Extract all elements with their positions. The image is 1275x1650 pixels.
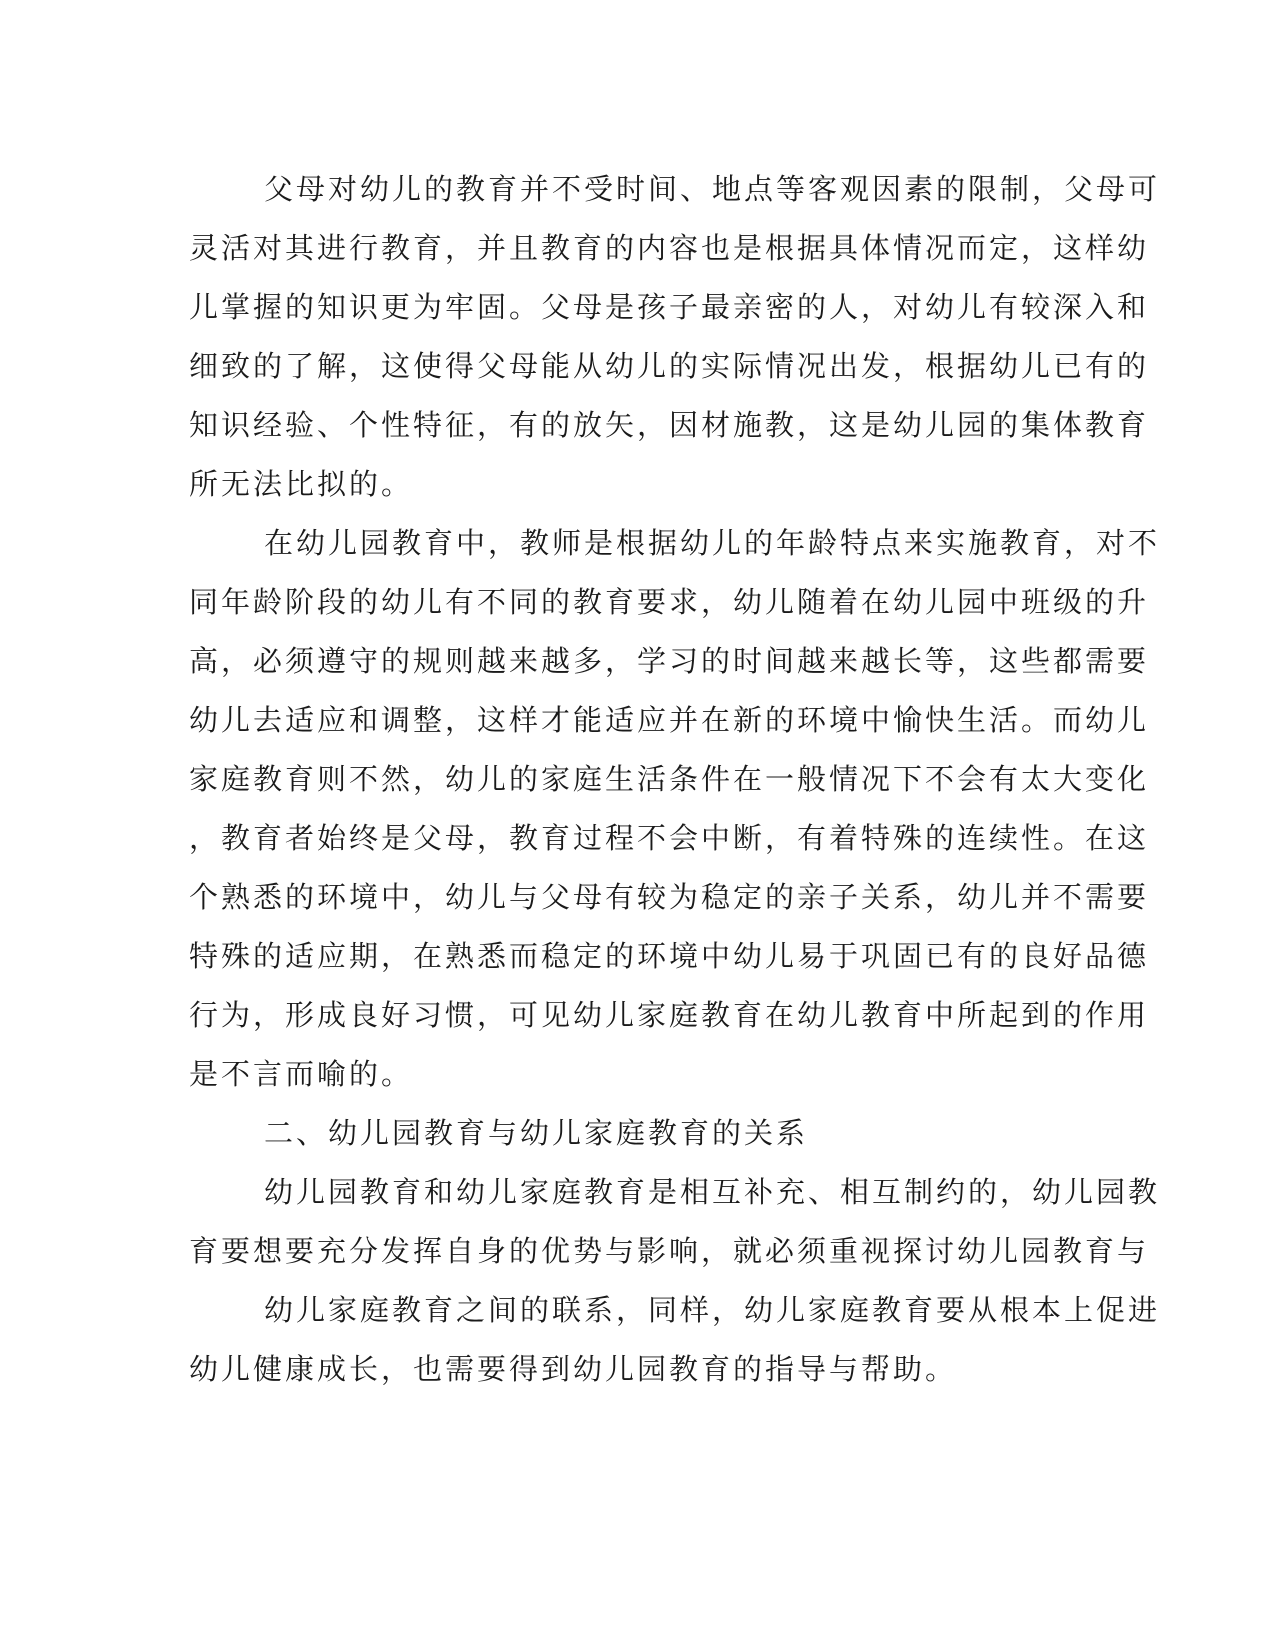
paragraph-2-line-10: 是不言而喻的。 <box>189 1057 414 1091</box>
paragraph-1-line-6: 所无法比拟的。 <box>189 467 414 501</box>
paragraph-2-line-2: 同年龄阶段的幼儿有不同的教育要求，幼儿随着在幼儿园中班级的升 <box>189 585 1150 619</box>
paragraph-2-line-6: ，教育者始终是父母，教育过程不会中断，有着特殊的连续性。在这 <box>189 821 1150 855</box>
section-heading: 二、幼儿园教育与幼儿家庭教育的关系 <box>264 1116 809 1150</box>
paragraph-1-line-4: 细致的了解，这使得父母能从幼儿的实际情况出发，根据幼儿已有的 <box>189 349 1150 383</box>
paragraph-4-line-2: 幼儿健康成长，也需要得到幼儿园教育的指导与帮助。 <box>189 1352 958 1386</box>
paragraph-1-line-5: 知识经验、个性特征，有的放矢，因材施教，这是幼儿园的集体教育 <box>189 408 1150 442</box>
paragraph-2-line-5: 家庭教育则不然，幼儿的家庭生活条件在一般情况下不会有太大变化 <box>189 762 1150 796</box>
paragraph-2-line-1: 在幼儿园教育中，教师是根据幼儿的年龄特点来实施教育，对不 <box>264 526 1161 560</box>
paragraph-2-line-3: 高，必须遵守的规则越来越多，学习的时间越来越长等，这些都需要 <box>189 644 1150 678</box>
paragraph-2-line-8: 特殊的适应期，在熟悉而稳定的环境中幼儿易于巩固已有的良好品德 <box>189 939 1150 973</box>
paragraph-1-line-3: 儿掌握的知识更为牢固。父母是孩子最亲密的人，对幼儿有较深入和 <box>189 290 1150 324</box>
paragraph-1-line-1: 父母对幼儿的教育并不受时间、地点等客观因素的限制，父母可 <box>264 172 1161 206</box>
paragraph-2-line-4: 幼儿去适应和调整，这样才能适应并在新的环境中愉快生活。而幼儿 <box>189 703 1150 737</box>
document-body <box>189 160 1161 1399</box>
paragraph-2-line-7: 个熟悉的环境中，幼儿与父母有较为稳定的亲子关系，幼儿并不需要 <box>189 880 1150 914</box>
paragraph-4-line-1: 幼儿家庭教育之间的联系，同样，幼儿家庭教育要从根本上促进 <box>264 1293 1161 1327</box>
paragraph-3-line-1: 幼儿园教育和幼儿家庭教育是相互补充、相互制约的，幼儿园教 <box>264 1175 1161 1209</box>
paragraph-1-line-2: 灵活对其进行教育，并且教育的内容也是根据具体情况而定，这样幼 <box>189 231 1150 265</box>
paragraph-2-line-9: 行为，形成良好习惯，可见幼儿家庭教育在幼儿教育中所起到的作用 <box>189 998 1150 1032</box>
paragraph-3-line-2: 育要想要充分发挥自身的优势与影响，就必须重视探讨幼儿园教育与 <box>189 1234 1150 1268</box>
